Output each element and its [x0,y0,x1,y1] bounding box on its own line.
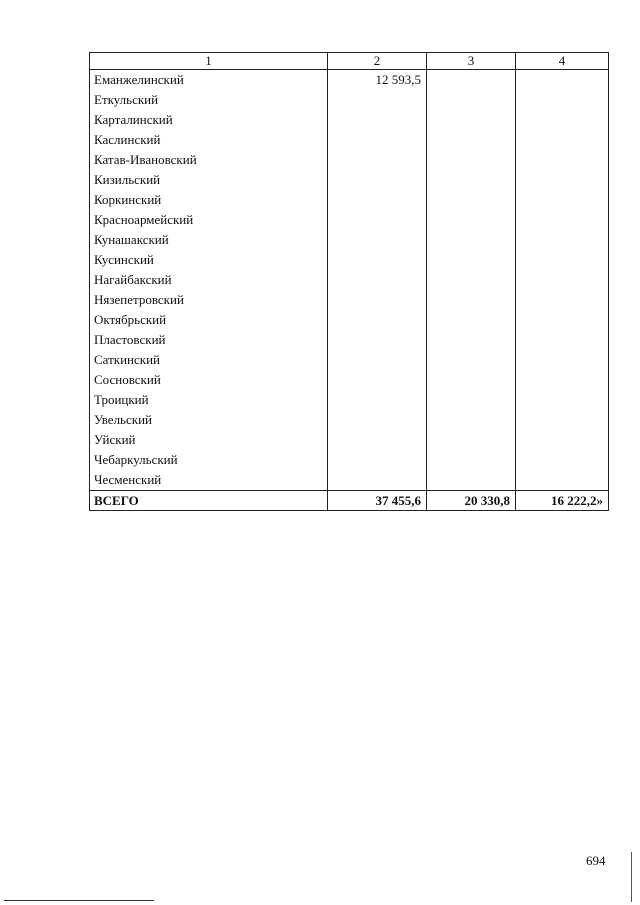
value-col4-cell [516,310,609,330]
column-header-4: 4 [516,53,609,70]
value-col3-cell [427,90,516,110]
total-value-col2: 37 455,6 [328,491,427,511]
total-label: ВСЕГО [90,491,328,511]
budget-table [89,52,609,511]
value-col4-cell [516,70,609,91]
value-col4-cell [516,250,609,270]
value-col2-cell [328,450,427,470]
table-row [90,150,609,170]
value-col3-cell [427,230,516,250]
table-row [90,110,609,130]
value-col2-cell [328,310,427,330]
table-row [90,90,609,110]
value-col3-cell [427,190,516,210]
value-col2-cell [328,430,427,450]
table-row [90,290,609,310]
district-name-cell: Кусинский [90,250,328,270]
value-col2-cell [328,270,427,290]
district-name-cell: Каслинский [90,130,328,150]
value-col4-cell [516,290,609,310]
table-row [90,270,609,290]
district-name-cell: Еманжелинский [90,70,328,91]
value-col2-cell [328,470,427,491]
value-col2-cell [328,370,427,390]
value-col3-cell [427,390,516,410]
value-col4-cell [516,90,609,110]
district-name-cell: Кизильский [90,170,328,190]
value-col4-cell [516,410,609,430]
table-row [90,350,609,370]
value-col3-cell [427,350,516,370]
table-row [90,170,609,190]
district-name-cell: Еткульский [90,90,328,110]
value-col4-cell [516,210,609,230]
value-col2-cell [328,230,427,250]
value-col3-cell [427,270,516,290]
value-col4-cell [516,430,609,450]
value-col4-cell [516,230,609,250]
table-row [90,190,609,210]
value-col3-cell [427,370,516,390]
value-col4-cell [516,130,609,150]
district-name-cell: Красноармейский [90,210,328,230]
value-col2-cell [328,170,427,190]
value-col2-cell [328,390,427,410]
district-name-cell: Уйский [90,430,328,450]
column-header-1: 1 [90,53,328,70]
value-col3-cell [427,210,516,230]
district-name-cell: Увельский [90,410,328,430]
value-col2-cell: 12 593,5 [328,70,427,91]
table-row [90,390,609,410]
table-row [90,230,609,250]
value-col3-cell [427,470,516,491]
value-col3-cell [427,430,516,450]
district-name-cell: Нязепетровский [90,290,328,310]
table-row [90,130,609,150]
district-name-cell: Катав-Ивановский [90,150,328,170]
value-col3-cell [427,110,516,130]
value-col2-cell [328,190,427,210]
district-name-cell: Октябрьский [90,310,328,330]
table-row [90,330,609,350]
district-name-cell: Чесменский [90,470,328,491]
column-header-2: 2 [328,53,427,70]
district-name-cell: Коркинский [90,190,328,210]
value-col2-cell [328,350,427,370]
value-col2-cell [328,330,427,350]
district-name-cell: Кунашакский [90,230,328,250]
footer-rule [4,900,154,901]
value-col2-cell [328,210,427,230]
total-value-col4: 16 222,2» [516,491,609,511]
value-col3-cell [427,250,516,270]
value-col4-cell [516,330,609,350]
district-name-cell: Пластовский [90,330,328,350]
value-col4-cell [516,390,609,410]
value-col3-cell [427,330,516,350]
value-col2-cell [328,130,427,150]
value-col2-cell [328,250,427,270]
district-name-cell: Троицкий [90,390,328,410]
district-name-cell: Саткинский [90,350,328,370]
district-name-cell: Нагайбакский [90,270,328,290]
table-row [90,370,609,390]
value-col2-cell [328,110,427,130]
total-value-col3: 20 330,8 [427,491,516,511]
value-col3-cell [427,150,516,170]
table-row [90,310,609,330]
value-col2-cell [328,410,427,430]
table-row [90,450,609,470]
value-col4-cell [516,370,609,390]
total-row [90,491,609,511]
value-col3-cell [427,170,516,190]
page-edge-mark [631,852,632,902]
district-name-cell: Карталинский [90,110,328,130]
table-row [90,430,609,450]
header-row [90,53,609,70]
value-col4-cell [516,110,609,130]
value-col2-cell [328,90,427,110]
table-row [90,70,609,91]
value-col4-cell [516,190,609,210]
column-header-3: 3 [427,53,516,70]
district-name-cell: Сосновский [90,370,328,390]
value-col3-cell [427,290,516,310]
value-col4-cell [516,270,609,290]
value-col2-cell [328,290,427,310]
value-col3-cell [427,410,516,430]
value-col4-cell [516,150,609,170]
value-col4-cell [516,350,609,370]
value-col4-cell [516,450,609,470]
value-col4-cell [516,470,609,491]
value-col3-cell [427,310,516,330]
value-col3-cell [427,70,516,91]
table-row [90,410,609,430]
value-col2-cell [328,150,427,170]
table-body [90,70,609,491]
value-col3-cell [427,450,516,470]
table-row [90,250,609,270]
value-col4-cell [516,170,609,190]
district-name-cell: Чебаркульский [90,450,328,470]
table-row [90,470,609,491]
page-number: 694 [586,853,606,868]
value-col3-cell [427,130,516,150]
table-row [90,210,609,230]
